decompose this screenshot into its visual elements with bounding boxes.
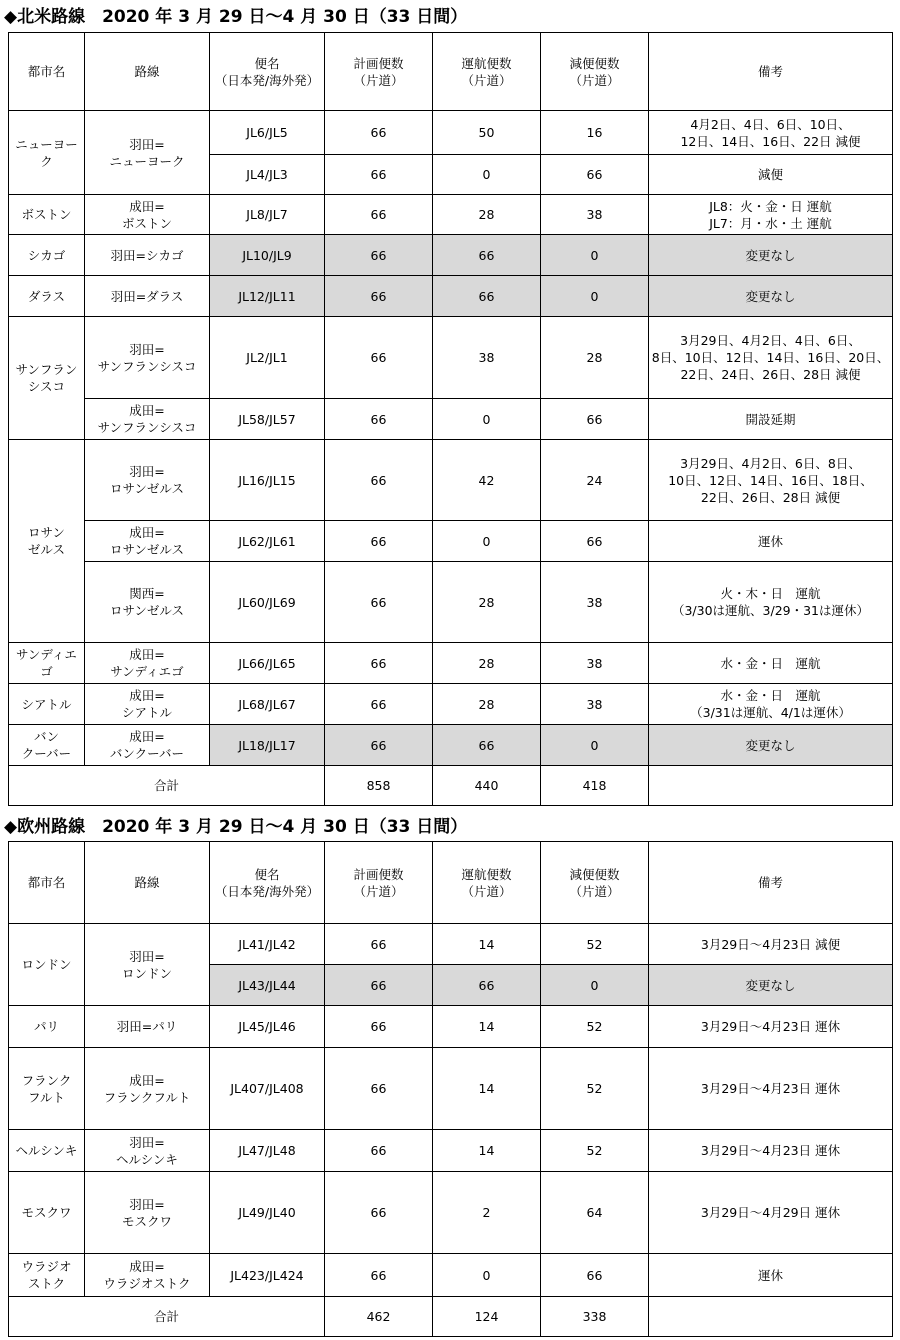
note-cell: 変更なし — [649, 276, 893, 317]
planned-cell: 66 — [325, 521, 433, 562]
operated-cell: 14 — [433, 1130, 541, 1172]
route-cell: 羽田= サンフランシスコ — [85, 317, 210, 399]
header-flight: 便名 （日本発/海外発） — [210, 33, 325, 111]
table-row — [9, 684, 893, 725]
note-cell: 3月29日～4月23日 運休 — [649, 1006, 893, 1048]
reduced-cell: 64 — [541, 1172, 649, 1254]
table-row — [9, 1006, 893, 1048]
table-header-row — [9, 33, 893, 111]
reduced-cell: 52 — [541, 1048, 649, 1130]
city-cell: バン クーバー — [9, 725, 85, 766]
planned-cell: 66 — [325, 399, 433, 440]
operated-cell: 66 — [433, 235, 541, 276]
total-operated: 440 — [433, 766, 541, 806]
table-row — [9, 1048, 893, 1130]
flight-cell: JL49/JL40 — [210, 1172, 325, 1254]
reduced-cell: 0 — [541, 235, 649, 276]
note-cell: 運休 — [649, 521, 893, 562]
header-route: 路線 — [85, 842, 210, 924]
flight-cell: JL60/JL69 — [210, 562, 325, 643]
operated-cell: 0 — [433, 399, 541, 440]
city-cell: ロンドン — [9, 924, 85, 1006]
flight-cell: JL2/JL1 — [210, 317, 325, 399]
route-cell: 羽田= モスクワ — [85, 1172, 210, 1254]
planned-cell: 66 — [325, 965, 433, 1006]
note-cell: 3月29日、4月2日、6日、8日、 10日、12日、14日、16日、18日、 22日、26日、28日 減便 — [649, 440, 893, 521]
table-row — [9, 111, 893, 155]
route-cell: 羽田= ロンドン — [85, 924, 210, 1006]
flight-cell: JL407/JL408 — [210, 1048, 325, 1130]
operated-cell: 0 — [433, 1254, 541, 1297]
flight-cell: JL6/JL5 — [210, 111, 325, 155]
header-city: 都市名 — [9, 33, 85, 111]
city-cell: シアトル — [9, 684, 85, 725]
planned-cell: 66 — [325, 924, 433, 965]
note-cell: 開設延期 — [649, 399, 893, 440]
flight-cell: JL45/JL46 — [210, 1006, 325, 1048]
city-cell: ボストン — [9, 195, 85, 235]
operated-cell: 28 — [433, 643, 541, 684]
route-cell: 羽田=パリ — [85, 1006, 210, 1048]
total-note — [649, 766, 893, 806]
reduced-cell: 0 — [541, 965, 649, 1006]
planned-cell: 66 — [325, 440, 433, 521]
flight-cell: JL12/JL11 — [210, 276, 325, 317]
operated-cell: 14 — [433, 924, 541, 965]
table-header-row — [9, 842, 893, 924]
reduced-cell: 52 — [541, 1006, 649, 1048]
reduced-cell: 16 — [541, 111, 649, 155]
route-cell: 成田= サンディエゴ — [85, 643, 210, 684]
header-reduced: 減便便数 （片道） — [541, 842, 649, 924]
note-cell: 4月2日、4日、6日、10日、 12日、14日、16日、22日 減便 — [649, 111, 893, 155]
total-planned: 462 — [325, 1297, 433, 1337]
planned-cell: 66 — [325, 111, 433, 155]
note-cell: 減便 — [649, 155, 893, 195]
total-reduced: 418 — [541, 766, 649, 806]
flight-cell: JL43/JL44 — [210, 965, 325, 1006]
route-cell: 羽田=ダラス — [85, 276, 210, 317]
planned-cell: 66 — [325, 317, 433, 399]
planned-cell: 66 — [325, 195, 433, 235]
route-cell: 成田= フランクフルト — [85, 1048, 210, 1130]
route-cell: 成田= ウラジオストク — [85, 1254, 210, 1297]
operated-cell: 28 — [433, 562, 541, 643]
header-reduced: 減便便数 （片道） — [541, 33, 649, 111]
reduced-cell: 66 — [541, 399, 649, 440]
table-row — [9, 317, 893, 399]
city-cell: ニューヨーク — [9, 111, 85, 195]
planned-cell: 66 — [325, 155, 433, 195]
reduced-cell: 66 — [541, 155, 649, 195]
north-america-section-title: ◆北米路線 2020 年 3 月 29 日～4 月 30 日（33 日間） — [4, 7, 468, 27]
header-planned: 計画便数 （片道） — [325, 842, 433, 924]
route-cell: 羽田= ロサンゼルス — [85, 440, 210, 521]
city-cell: ダラス — [9, 276, 85, 317]
operated-cell: 14 — [433, 1006, 541, 1048]
planned-cell: 66 — [325, 1130, 433, 1172]
total-label: 合計 — [9, 1297, 325, 1337]
note-cell: 水・金・日 運航 （3/31は運航、4/1は運休） — [649, 684, 893, 725]
europe-schedule-table — [8, 841, 893, 1337]
operated-cell: 2 — [433, 1172, 541, 1254]
europe-section-title: ◆欧州路線 2020 年 3 月 29 日～4 月 30 日（33 日間） — [4, 817, 468, 837]
note-cell: 水・金・日 運航 — [649, 643, 893, 684]
note-cell: 運休 — [649, 1254, 893, 1297]
route-cell: 関西= ロサンゼルス — [85, 562, 210, 643]
city-cell: モスクワ — [9, 1172, 85, 1254]
reduced-cell: 66 — [541, 1254, 649, 1297]
route-cell: 成田= シアトル — [85, 684, 210, 725]
planned-cell: 66 — [325, 725, 433, 766]
table-row — [9, 276, 893, 317]
flight-cell: JL4/JL3 — [210, 155, 325, 195]
note-cell: 3月29日～4月29日 運休 — [649, 1172, 893, 1254]
reduced-cell: 38 — [541, 684, 649, 725]
operated-cell: 14 — [433, 1048, 541, 1130]
total-label: 合計 — [9, 766, 325, 806]
city-cell: シカゴ — [9, 235, 85, 276]
flight-cell: JL58/JL57 — [210, 399, 325, 440]
note-cell: 火・木・日 運航 （3/30は運航、3/29・31は運休） — [649, 562, 893, 643]
operated-cell: 50 — [433, 111, 541, 155]
table-row — [9, 643, 893, 684]
planned-cell: 66 — [325, 1172, 433, 1254]
flight-cell: JL68/JL67 — [210, 684, 325, 725]
note-cell: 3月29日、4月2日、4日、6日、 8日、10日、12日、14日、16日、20日、 22日、24日、26日、28日 減便 — [649, 317, 893, 399]
flight-cell: JL16/JL15 — [210, 440, 325, 521]
planned-cell: 66 — [325, 276, 433, 317]
reduced-cell: 38 — [541, 195, 649, 235]
operated-cell: 28 — [433, 684, 541, 725]
reduced-cell: 0 — [541, 725, 649, 766]
table-row — [9, 725, 893, 766]
reduced-cell: 52 — [541, 1130, 649, 1172]
route-cell: 成田= バンクーバー — [85, 725, 210, 766]
city-cell: ウラジオ ストク — [9, 1254, 85, 1297]
note-cell: 3月29日～4月23日 運休 — [649, 1048, 893, 1130]
reduced-cell: 28 — [541, 317, 649, 399]
table-row — [9, 924, 893, 965]
note-cell: 3月29日～4月23日 減便 — [649, 924, 893, 965]
operated-cell: 38 — [433, 317, 541, 399]
city-cell: サンディエゴ — [9, 643, 85, 684]
city-cell: ヘルシンキ — [9, 1130, 85, 1172]
operated-cell: 66 — [433, 276, 541, 317]
header-note: 備考 — [649, 842, 893, 924]
table-row — [9, 562, 893, 643]
table-row — [9, 235, 893, 276]
flight-cell: JL41/JL42 — [210, 924, 325, 965]
city-cell: フランク フルト — [9, 1048, 85, 1130]
flight-cell: JL8/JL7 — [210, 195, 325, 235]
planned-cell: 66 — [325, 562, 433, 643]
table-row — [9, 521, 893, 562]
route-cell: 成田= ロサンゼルス — [85, 521, 210, 562]
operated-cell: 28 — [433, 195, 541, 235]
total-reduced: 338 — [541, 1297, 649, 1337]
reduced-cell: 0 — [541, 276, 649, 317]
planned-cell: 66 — [325, 1048, 433, 1130]
note-cell: 3月29日～4月23日 運休 — [649, 1130, 893, 1172]
total-note — [649, 1297, 893, 1337]
route-cell: 成田= ボストン — [85, 195, 210, 235]
planned-cell: 66 — [325, 1006, 433, 1048]
total-planned: 858 — [325, 766, 433, 806]
route-cell: 成田= サンフランシスコ — [85, 399, 210, 440]
header-operated: 運航便数 （片道） — [433, 33, 541, 111]
operated-cell: 0 — [433, 521, 541, 562]
flight-cell: JL18/JL17 — [210, 725, 325, 766]
flight-cell: JL423/JL424 — [210, 1254, 325, 1297]
reduced-cell: 66 — [541, 521, 649, 562]
table-row — [9, 1130, 893, 1172]
route-cell: 羽田= ニューヨーク — [85, 111, 210, 195]
reduced-cell: 24 — [541, 440, 649, 521]
flight-cell: JL62/JL61 — [210, 521, 325, 562]
city-cell: ロサン ゼルス — [9, 440, 85, 643]
route-cell: 羽田=シカゴ — [85, 235, 210, 276]
header-city: 都市名 — [9, 842, 85, 924]
note-cell: 変更なし — [649, 725, 893, 766]
note-cell: 変更なし — [649, 965, 893, 1006]
note-cell: JL8：火・金・日 運航 JL7：月・水・土 運航 — [649, 195, 893, 235]
total-row — [9, 1297, 893, 1337]
flight-cell: JL66/JL65 — [210, 643, 325, 684]
header-operated: 運航便数 （片道） — [433, 842, 541, 924]
header-planned: 計画便数 （片道） — [325, 33, 433, 111]
note-cell: 変更なし — [649, 235, 893, 276]
total-row — [9, 766, 893, 806]
table-row — [9, 1172, 893, 1254]
header-note: 備考 — [649, 33, 893, 111]
north-america-schedule-table — [8, 32, 893, 806]
table-row — [9, 399, 893, 440]
reduced-cell: 52 — [541, 924, 649, 965]
reduced-cell: 38 — [541, 643, 649, 684]
flight-cell: JL10/JL9 — [210, 235, 325, 276]
table-row — [9, 195, 893, 235]
header-route: 路線 — [85, 33, 210, 111]
planned-cell: 66 — [325, 1254, 433, 1297]
route-cell: 羽田= ヘルシンキ — [85, 1130, 210, 1172]
table-row — [9, 440, 893, 521]
city-cell: パリ — [9, 1006, 85, 1048]
city-cell: サンフラン シスコ — [9, 317, 85, 440]
flight-cell: JL47/JL48 — [210, 1130, 325, 1172]
reduced-cell: 38 — [541, 562, 649, 643]
operated-cell: 0 — [433, 155, 541, 195]
header-flight: 便名 （日本発/海外発） — [210, 842, 325, 924]
total-operated: 124 — [433, 1297, 541, 1337]
planned-cell: 66 — [325, 235, 433, 276]
planned-cell: 66 — [325, 643, 433, 684]
planned-cell: 66 — [325, 684, 433, 725]
operated-cell: 66 — [433, 965, 541, 1006]
operated-cell: 42 — [433, 440, 541, 521]
table-row — [9, 1254, 893, 1297]
operated-cell: 66 — [433, 725, 541, 766]
